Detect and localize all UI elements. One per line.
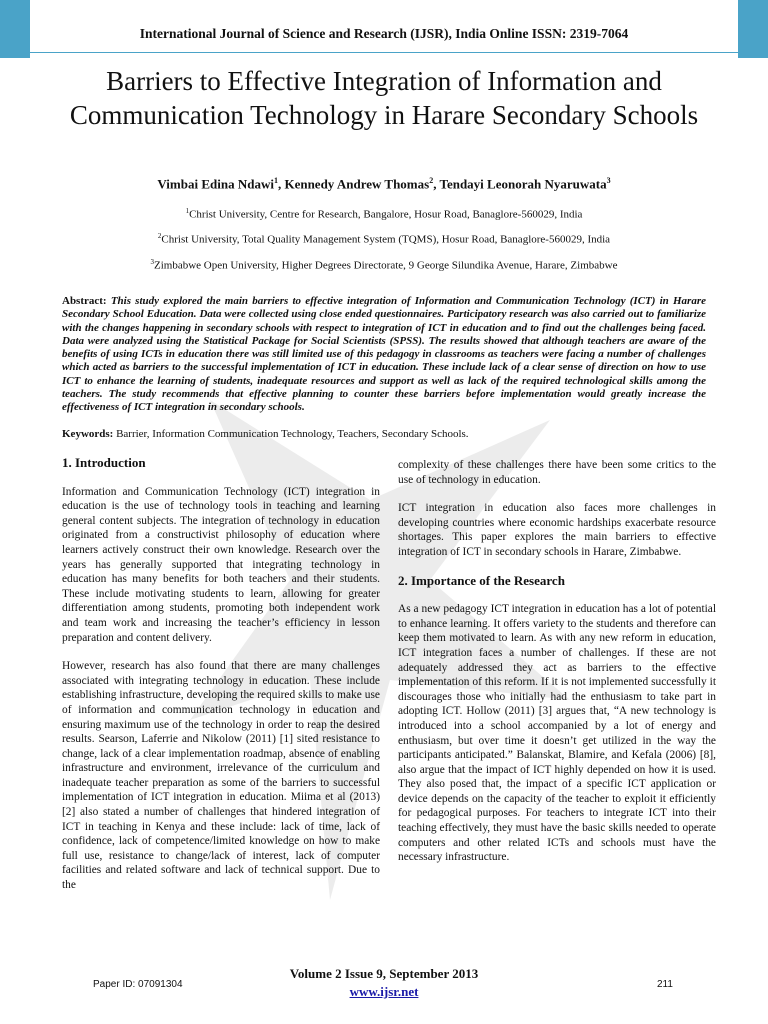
affiliation-3 <box>40 258 728 272</box>
abstract <box>62 295 706 415</box>
journal-header: International Journal of Science and Research (IJSR), India Online ISSN: 2319-7064 <box>139 26 629 41</box>
keywords-label: Keywords: <box>62 428 114 440</box>
affiliation-text: Zimbabwe Open University, Higher Degrees Directorate, 9 George Silundika Avenue, Harare, Zimbabwe <box>154 259 618 272</box>
abstract-text: This study explored the main barriers to effective integration of Information and Communication Technology (ICT) in Harare Secondary School Education. Data were collected using close ended questionnaires. Participatory research was also carried out to familiarize with the changes happening in secondary schools with respect to integration of ICT in education and to find out the challenges being faced. Data were analyzed using the Statistical Package for Social Scientists (SPSS). The results showed that although teachers are aware of the benefits of using ICTs in education there was still limited use of this pedagogy in classrooms as teachers were facing a number of challenges which acted as barriers to the successful implementation of ICT in education. These include lack of a clear sense of direction on how to use ICT to enhance the learning of students, inadequate resources and support as well as lack of the required technological skills among the teachers. The study recommends that effective planning to counter these barriers before implementation would greatly increase the effectiveness of ICT integration in secondary schools. <box>62 295 706 414</box>
author-name: Vimbai Edina Ndawi <box>157 176 274 192</box>
page-number: 211 <box>657 979 673 990</box>
right-column <box>398 458 716 879</box>
affiliation-1 <box>40 207 728 221</box>
author-affiliation-mark: 3 <box>606 176 611 185</box>
affiliation-mark: 1 <box>185 207 190 215</box>
header-rule <box>30 52 738 53</box>
affiliation-mark: 2 <box>157 232 162 240</box>
author-separator: , <box>433 176 440 192</box>
footer-journal-link[interactable]: www.ijsr.net <box>349 984 419 999</box>
paragraph: complexity of these challenges there have been some critics to the use of technology in education. <box>398 459 716 486</box>
header-accent-bar-left <box>0 0 30 58</box>
author-name: Tendayi Leonorah Nyaruwata <box>439 176 607 192</box>
section-heading-importance: 2. Importance of the Research <box>398 572 565 588</box>
paragraph: However, research has also found that there are many challenges associated with integrating technology in education. These include establishing infrastructure, developing the required skills to make use of information and communication technology in education and ensuring maximum use of the technology in order to reap the desired results. Searson, Laferrie and Nikolow (2011) [1] sited resistance to change, lack of a clear implementation roadmap, absence of enabling infrastructure and environment, irrelevance of the curriculum and inadequate teacher preparation as some of the barriers to successful implementation of ICT integration in education. Miima et al (2013) [2] also stated a number of challenges that hindered integration of ICT in teaching in Kenya and these include: lack of time, lack of confidence, lack of competence/limited knowledge on how to make full use, resistance to change/lack of interest, lack of computer facilities and related software and lack of technical support. Due to the <box>62 660 380 892</box>
keywords-text: Barrier, Information Communication Technology, Teachers, Secondary Schools. <box>116 428 469 440</box>
header-accent-bar-right <box>738 0 768 58</box>
paragraph: ICT integration in education also faces more challenges in developing countries where economic hardships exacerbate resource shortages. This paper explores the main barriers to effective integration of ICT in secondary schools in Harare, Zimbabwe. <box>398 502 716 558</box>
paper-id: Paper ID: 07091304 <box>93 979 183 990</box>
author-name: Kennedy Andrew Thomas <box>284 176 430 192</box>
author-separator: , <box>277 176 285 192</box>
keywords <box>62 428 706 440</box>
affiliation-text: Christ University, Centre for Research, Bangalore, Hosur Road, Banaglore-560029, India <box>189 208 583 221</box>
author-list <box>40 176 728 192</box>
affiliation-mark: 3 <box>150 258 154 266</box>
paper-title: Barriers to Effective Integration of Information and Communication Technology in Harare Secondary Schools <box>69 66 699 130</box>
author-affiliation-mark: 1 <box>273 176 278 185</box>
paragraph: Information and Communication Technology (ICT) integration in education is the use of technology tools in teaching and learning general content subjects. The integration of technology in education originated from a constructivist philosophy of education where learners actively construct their own knowledge. Research over the years has generally supported that integrating technology in education has many benefits for both teachers and their students. These include motivating students to learn, allowing for greater differentiation among students, promoting both independent work and team work and increasing the teacher’s efficiency in lesson preparation and content delivery. <box>62 485 380 644</box>
footer-issue: Volume 2 Issue 9, September 2013 <box>289 966 479 981</box>
section-heading-introduction: 1. Introduction <box>62 455 146 470</box>
left-column <box>62 456 380 907</box>
paragraph: As a new pedagogy ICT integration in education has a lot of potential to enhance learning. It offers variety to the students and therefore can keep them motivated to learn. As with any new reform in education, ICT integration faces a number of challenges. If these are not adequately addressed they act as barriers to the effective implementation of this reform. If it is not implemented successfully it discourages those who initially had the enthusiasm to take part in adopting ICT. Hollow (2011) [3] argues that, “A new technology is introduced into a school accompanied by a lot of energy and enthusiasm, but over time it doesn’t get utilized in the way the participants anticipated.” Balanskat, Blamire, and Kefala (2006) [8], also argue that the impact of ICT highly depended on how it is used. They also posed that, the impact of a specific ICT application or device depends on the capacity of the teacher to exploit it efficiently for pedagogical purposes. For teachers to integrate ICT into their teaching effectively, they must have the basic skills needed to operate computers and other related ICTs and schools must have the necessary infrastructure. <box>398 603 716 864</box>
abstract-label: Abstract: <box>62 295 107 307</box>
affiliation-text: Christ University, Total Quality Management System (TQMS), Hosur Road, Banaglore-560029, India <box>161 233 611 246</box>
affiliation-2 <box>40 232 728 246</box>
author-affiliation-mark: 2 <box>429 176 434 185</box>
